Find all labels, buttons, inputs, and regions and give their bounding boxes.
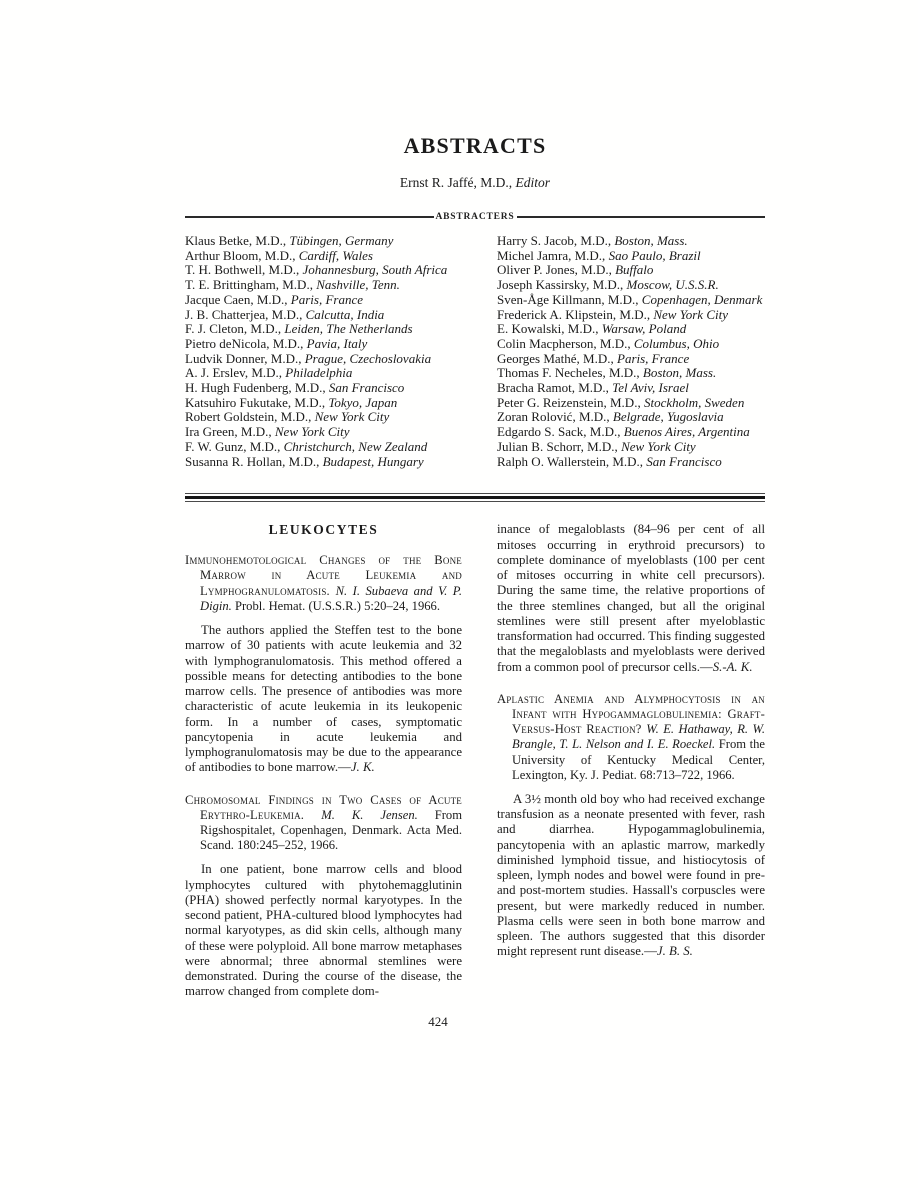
abstract-body: In one patient, bone marrow cells and blood lymphocytes cultured with phytohemagglutinin (PHA) showed perfectly normal karyotypes. In the second patient, PHA-cultured blood lymphocytes had normal karyotypes, as did skin cells, although many of these were polyploid. All bone marrow metaphases were abnormal; three abnormal stemlines were demonstrated. During the course of the disease, the marrow changed from complete dom- (185, 862, 462, 999)
abstracters-divider (185, 212, 765, 222)
abstracter-location: Columbus, Ohio (633, 335, 720, 351)
abstract-title (497, 692, 765, 783)
abstracter-entry (497, 322, 765, 337)
abstracter-location: Johannesburg, South Africa (302, 262, 448, 278)
abstracter-location: Tübingen, Germany (289, 233, 394, 248)
abstracter-location: Tel Aviv, Israel (612, 380, 689, 396)
abstract-authors: N. I. Subaeva and V. P. Digin. (200, 583, 463, 613)
abstracter-location: Buffalo (615, 262, 654, 278)
abstracter-name: T. H. Bothwell, M.D., (185, 262, 303, 278)
editor-line (185, 175, 765, 191)
abstracter-entry (185, 337, 497, 352)
abstracter-location: Leiden, The Netherlands (284, 321, 413, 337)
abstracter-entry (497, 410, 765, 425)
abstracter-name: Susanna R. Hollan, M.D., (185, 453, 323, 469)
abstracter-location: Sao Paulo, Brazil (608, 247, 701, 263)
abstract-signature: S.-A. K. (712, 659, 753, 674)
abstracter-location: Prague, Czechoslovakia (304, 350, 432, 366)
abstract-source: From the University of Kentucky Medical Center, Lexington, Ky. J. Pediat. 68:713–722, 1966. (512, 737, 765, 782)
abstracter-entry (497, 366, 765, 381)
abstracter-entry (497, 440, 765, 455)
abstract-entry-1 (185, 553, 462, 775)
abstracter-location: Paris, France (290, 291, 363, 307)
abstracter-name: Ludvik Donner, M.D., (185, 350, 305, 366)
continuation-body: inance of megaloblasts (84–96 per cent of all mitoses occurring in erythroid precursors) to complete dominance of myeloblasts (100 per cent of mitoses occurring in white cell precursors). During the same time, the relative proportions of the three stemlines changed, but all the original stemlines were still present after myeloblastic transformation had occurred. This finding suggested that the megaloblasts and myeloblasts were derived from a common pool of precursor cells.—S.-A. K. (497, 522, 765, 674)
abstracter-entry (497, 278, 765, 293)
section-heading: LEUKOCYTES (268, 522, 379, 538)
abstract-signature: J. B. S. (656, 944, 693, 959)
abstract-title-caps: Immunohemotological Changes of the Bone Marrow in Acute Leukemia and Lymphogranulomatosis. (185, 553, 462, 598)
abstract-source: From Rigshospitalet, Copenhagen, Denmark. Acta Med. Scand. 180:245–252, 1966. (200, 807, 463, 853)
abstracter-location: New York City (274, 424, 350, 440)
abstracter-entry (185, 263, 497, 278)
page-content (185, 0, 765, 1017)
abstract-authors: W. E. Hathaway, R. W. Brangle, T. L. Nelson and I. E. Roeckel. (512, 722, 766, 752)
abstract-source: Probl. Hemat. (U.S.S.R.) 5:20–24, 1966. (234, 598, 440, 613)
abstracters-column-left (185, 234, 497, 469)
abstracter-entry (497, 249, 765, 264)
abstracter-name: Julian B. Schorr, M.D., (497, 438, 622, 454)
divider-rule-left (185, 216, 434, 218)
divider-rule-right (517, 216, 766, 218)
abstracters-label: ABSTRACTERS (435, 212, 515, 222)
abstracter-location: Calcutta, India (305, 306, 385, 322)
abstracter-name: Sven-Åge Killmann, M.D., (497, 291, 642, 307)
abstracter-name: Michel Jamra, M.D., (497, 247, 609, 263)
abstracter-name: Harry S. Jacob, M.D., (497, 233, 615, 248)
abstracter-entry (497, 396, 765, 411)
section-divider-rule (185, 493, 765, 502)
abstract-title (185, 793, 462, 854)
abstracter-entry (497, 425, 765, 440)
abstracter-name: Ralph O. Wallerstein, M.D., (497, 453, 647, 469)
abstracter-name: Frederick A. Klipstein, M.D., (497, 306, 654, 322)
editor-role: Editor (515, 175, 551, 190)
abstracter-entry (497, 337, 765, 352)
abstracter-name: Thomas F. Necheles, M.D., (497, 365, 643, 381)
abstracter-location: Budapest, Hungary (322, 453, 424, 469)
abstract-continuation (497, 522, 765, 675)
abstracter-name: Edgardo S. Sack, M.D., (497, 424, 624, 440)
abstracter-entry (185, 440, 497, 455)
abstracter-location: Moscow, U.S.S.R. (626, 277, 719, 293)
abstracter-entry (185, 366, 497, 381)
abstracter-entry (185, 308, 497, 323)
abstract-entry-2 (185, 793, 462, 1000)
abstracter-name: Oliver P. Jones, M.D., (497, 262, 616, 278)
editor-name: Ernst R. Jaffé, M.D., (399, 175, 516, 190)
abstracter-entry (185, 381, 497, 396)
abstracters-list (185, 234, 765, 469)
abstracter-name: E. Kowalski, M.D., (497, 321, 602, 337)
abstracter-location: New York City (314, 409, 390, 425)
abstracter-name: F. J. Cleton, M.D., (185, 321, 285, 337)
abstracter-entry (185, 455, 497, 470)
body-column-left (185, 522, 462, 1016)
abstracter-entry (185, 352, 497, 367)
abstracter-entry (185, 425, 497, 440)
abstracter-location: Belgrade, Yugoslavia (612, 409, 724, 425)
abstracter-entry (185, 278, 497, 293)
abstracter-entry (185, 410, 497, 425)
abstracter-location: San Francisco (328, 380, 405, 396)
abstracter-entry (497, 293, 765, 308)
abstracter-name: Georges Mathé, M.D., (497, 350, 617, 366)
abstracter-location: Buenos Aires, Argentina (623, 424, 750, 440)
body-columns (185, 522, 765, 1016)
abstract-entry-3 (497, 692, 765, 960)
abstracter-entry (497, 352, 765, 367)
abstracter-location: Cardiff, Wales (298, 247, 373, 263)
abstracter-name: Pietro deNicola, M.D., (185, 335, 307, 351)
abstracters-column-right (497, 234, 765, 469)
abstracter-entry (185, 249, 497, 264)
abstracter-name: F. W. Gunz, M.D., (185, 438, 284, 454)
abstracter-name: Joseph Kassirsky, M.D., (497, 277, 627, 293)
abstracter-location: Copenhagen, Denmark (641, 291, 763, 307)
abstract-title-caps: Chromosomal Findings in Two Cases of Acute Erythro-Leukemia. (185, 792, 462, 822)
abstracter-location: Tokyo, Japan (328, 394, 398, 410)
abstracter-location: Pavia, Italy (306, 335, 368, 351)
abstracter-entry (497, 381, 765, 396)
abstracter-name: A. J. Erslev, M.D., (185, 365, 286, 381)
abstracter-location: Warsaw, Poland (601, 321, 687, 337)
abstracter-name: Bracha Ramot, M.D., (497, 380, 613, 396)
abstracter-name: Arthur Bloom, M.D., (185, 247, 299, 263)
abstracter-name: Peter G. Reizenstein, M.D., (497, 394, 644, 410)
abstracter-entry (497, 455, 765, 470)
abstracter-entry (185, 396, 497, 411)
abstracter-location: San Francisco (646, 453, 722, 469)
abstracter-location: New York City (621, 438, 696, 454)
abstract-signature: J. K. (350, 760, 375, 775)
abstracter-location: New York City (653, 306, 728, 322)
page-number: 424 (428, 1014, 448, 1029)
abstracter-entry (185, 293, 497, 308)
abstracter-location: Nashville, Tenn. (316, 277, 400, 293)
abstracter-entry (185, 322, 497, 337)
abstracter-location: Christchurch, New Zealand (283, 438, 428, 454)
abstracter-entry (497, 263, 765, 278)
abstract-authors: M. K. Jensen. (321, 807, 435, 822)
abstract-body: A 3½ month old boy who had received exchange transfusion as a neonate presented with fever, rash and diarrhea. Hypogammaglobulinemia, pancytopenia with an aplastic marrow, markedly diminished lymphoid tissue, and histiocytosis of spleen, lymph nodes and bowel were found in pre- and post-mortem studies. Hassall's corpuscles were present, but were markedly reduced in number. Plasma cells were seen in both bone marrow and spleen. The authors suggested that this disorder might represent runt disease.—J. B. S. (497, 791, 765, 959)
abstracter-name: Jacque Caen, M.D., (185, 291, 291, 307)
abstract-body: The authors applied the Steffen test to the bone marrow of 30 patients with acute leukemia and 32 with lymphogranulomatosis. This method offered a possible means for detecting antibodies to the bone marrow cells. The presence of antibodies was more characteristic of acute leukemia in its leukopenic form. In a number of cases, symptomatic pancytopenia in acute leukemia and lymphogranulomatosis may be due to the appearance of antibodies to bone marrow.—J. K. (185, 623, 462, 775)
abstract-title (185, 553, 462, 614)
abstracter-name: H. Hugh Fudenberg, M.D., (185, 380, 329, 396)
abstracter-name: Robert Goldstein, M.D., (185, 409, 315, 425)
abstract-title-caps: Aplastic Anemia and Alymphocytosis in an Infant with Hypogammaglobulinemia: Graft-Versus-Host Reaction? (497, 691, 765, 737)
abstracter-name: Colin Macpherson, M.D., (497, 335, 634, 351)
abstracter-entry (497, 234, 765, 249)
abstracter-name: Ira Green, M.D., (185, 424, 275, 440)
abstracter-name: Zoran Rolović, M.D., (497, 409, 613, 425)
abstracter-name: J. B. Chatterjea, M.D., (185, 306, 306, 322)
abstracter-location: Stockholm, Sweden (643, 394, 745, 410)
abstracter-name: T. E. Brittingham, M.D., (185, 277, 317, 293)
abstracter-entry (497, 308, 765, 323)
abstracter-name: Klaus Betke, M.D., (185, 233, 290, 248)
abstracter-location: Paris, France (617, 350, 690, 366)
abstracter-entry (185, 234, 497, 249)
body-column-right (497, 522, 765, 1016)
abstracter-location: Philadelphia (285, 365, 353, 381)
page-title: ABSTRACTS (403, 133, 547, 158)
abstracter-name: Katsuhiro Fukutake, M.D., (185, 394, 329, 410)
abstracter-location: Boston, Mass. (642, 365, 717, 381)
abstracter-location: Boston, Mass. (614, 233, 688, 248)
